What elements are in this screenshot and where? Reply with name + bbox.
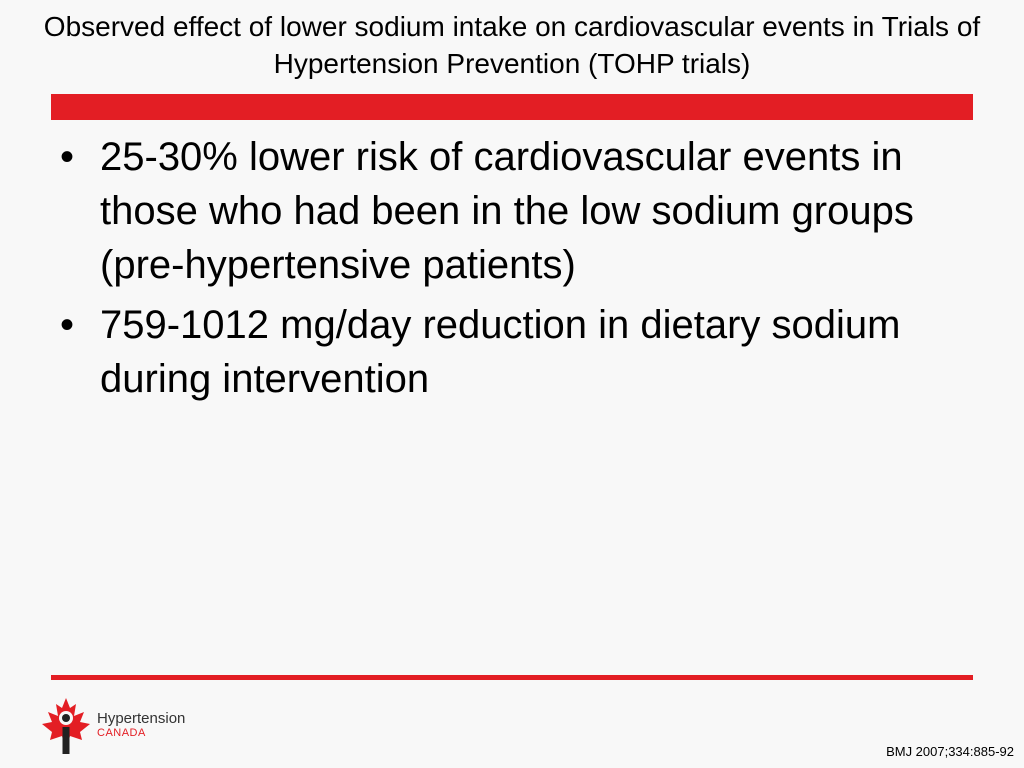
logo-wordmark: Hypertension	[97, 710, 186, 727]
bullet-item	[60, 130, 980, 292]
bullet-marker: •	[60, 303, 75, 347]
bullet-item	[60, 298, 980, 406]
citation: BMJ 2007;334:885-92	[886, 744, 1014, 759]
hypertension-canada-logo	[40, 696, 210, 756]
bullet-text: 25-30% lower risk of cardiovascular events in those who had been in the low sodium groups (pre-hypertensive patients)	[100, 135, 914, 287]
bullet-marker: •	[60, 135, 75, 179]
slide-title: Observed effect of lower sodium intake on cardiovascular events in Trials of Hypertension Prevention (TOHP trials)	[43, 11, 981, 79]
bullet-text: 759-1012 mg/day reduction in dietary sodium during intervention	[100, 303, 901, 401]
footer-divider	[51, 675, 973, 680]
bullet-list	[60, 130, 980, 412]
logo-subtitle: CANADA	[97, 727, 146, 739]
maple-leaf-i-icon	[40, 696, 92, 756]
title-accent-bar	[51, 94, 973, 120]
